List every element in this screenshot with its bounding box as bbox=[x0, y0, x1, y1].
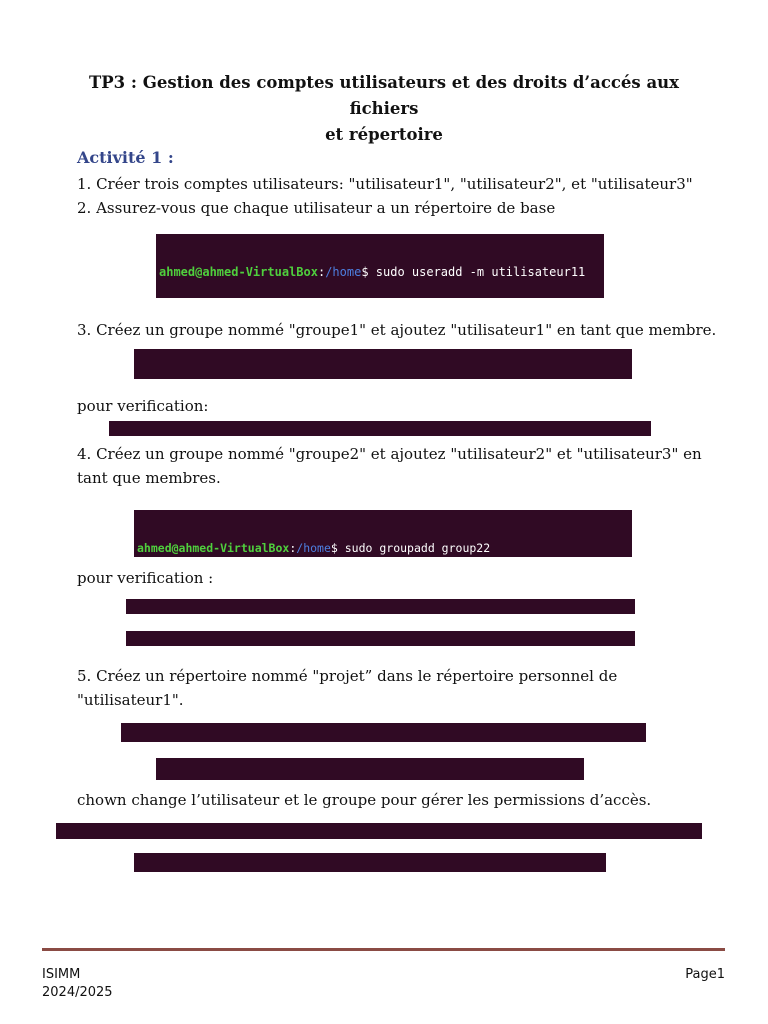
step-3-text: 3. Créez un groupe nommé "groupe1" et ajoutez "utilisateur1" en tant que membre. bbox=[77, 321, 717, 339]
terminal-ls-pprojet-root bbox=[156, 758, 584, 780]
step-1-text: 1. Créer trois comptes utilisateurs: "utilisateur1", "utilisateur2", et "utilisateur3" bbox=[77, 175, 693, 193]
terminal-line: ahmed@ahmed-VirtualBox:/home$ sudo useradd -m utilisateur11 bbox=[159, 265, 586, 279]
terminal-groupadd-1 bbox=[134, 349, 632, 379]
title-line-1: TP3 : Gestion des comptes utilisateurs et des droits d’accés aux fichiers bbox=[89, 73, 679, 118]
title-line-2: et répertoire bbox=[325, 125, 443, 144]
footer-year: 2024/2025 bbox=[42, 985, 113, 1000]
step-5-text-line-2: "utilisateur1". bbox=[77, 691, 184, 709]
verification-label-2: pour verification : bbox=[77, 569, 214, 587]
step-4-text-line-1: 4. Créez un groupe nommé "groupe2" et ajoutez "utilisateur2" et "utilisateur3" en bbox=[77, 445, 702, 463]
terminal-ls-utilisateur22 bbox=[126, 599, 635, 614]
terminal-ls-utilisateur33 bbox=[126, 631, 635, 646]
step-2-text: 2. Assurez-vous que chaque utilisateur a un répertoire de base bbox=[77, 199, 556, 217]
terminal-line: ahmed@ahmed-VirtualBox:/home$ sudo groupadd group22 bbox=[137, 541, 491, 555]
verification-label-1: pour verification: bbox=[77, 397, 209, 415]
step-5-text-line-1: 5. Créez un répertoire nommé "projet” dans le répertoire personnel de bbox=[77, 667, 618, 685]
terminal-useradd bbox=[156, 234, 604, 298]
terminal-chown bbox=[56, 823, 702, 839]
activity-heading: Activité 1 : bbox=[77, 148, 174, 167]
footer-institution: ISIMM bbox=[42, 967, 81, 982]
terminal-groupadd-2 bbox=[134, 510, 632, 557]
chown-note-text: chown change l’utilisateur et le groupe pour gérer les permissions d’accès. bbox=[77, 791, 652, 809]
terminal-mkdir bbox=[121, 723, 646, 742]
footer-page-number: Page1 bbox=[685, 967, 725, 982]
footer-left bbox=[42, 966, 113, 1002]
terminal-ls-pprojet-chown bbox=[134, 853, 606, 872]
document-title bbox=[60, 70, 708, 148]
footer-divider bbox=[42, 948, 725, 951]
step-4-text-line-2: tant que membres. bbox=[77, 469, 221, 487]
terminal-ls-utilisateur11 bbox=[109, 421, 651, 436]
